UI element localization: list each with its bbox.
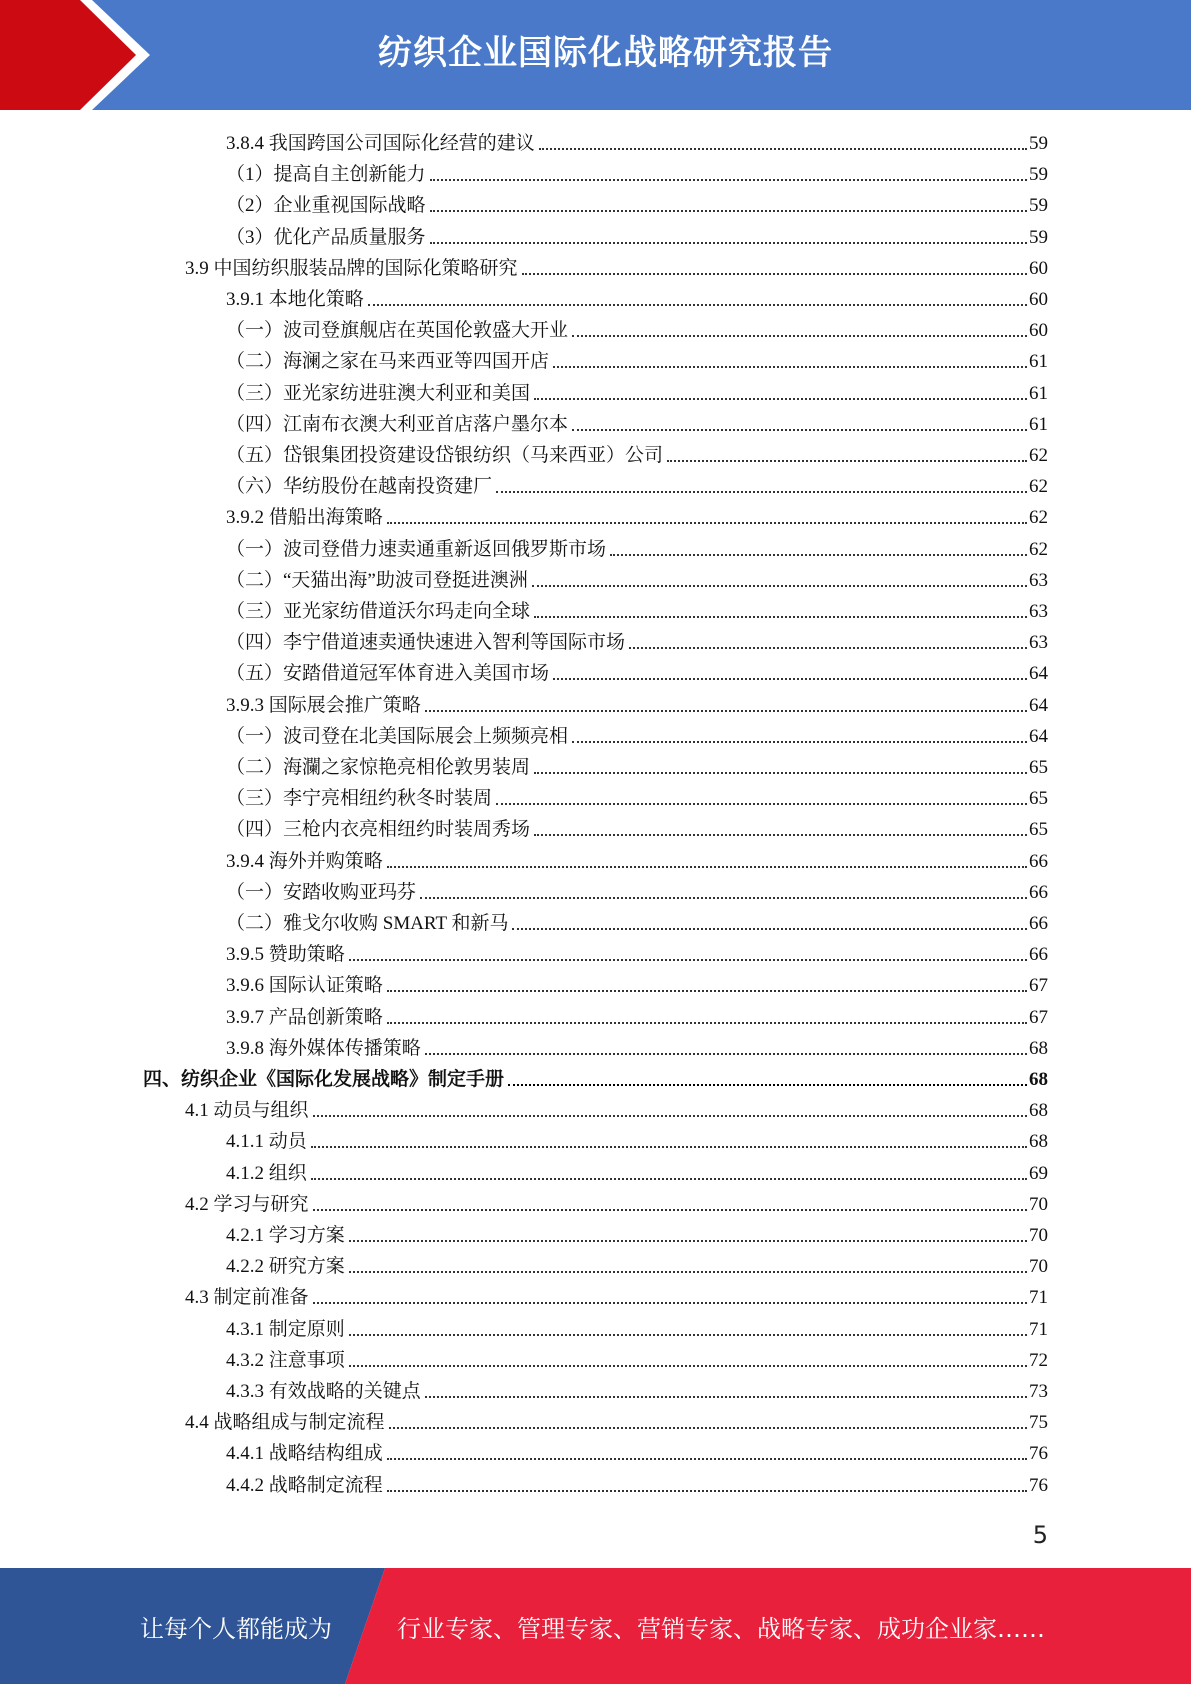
toc-entry-page: 62 [1029, 507, 1048, 529]
toc-entry[interactable] [185, 253, 1048, 281]
toc-entry[interactable] [226, 534, 1048, 562]
toc-entry-label: 4.3.3 有效战略的关键点 [226, 1381, 421, 1402]
toc-entry-page: 61 [1029, 413, 1048, 435]
toc-entry[interactable] [226, 440, 1048, 468]
toc-entry-label: 3.9.2 借船出海策略 [226, 507, 383, 529]
toc-dot-leader [313, 1115, 1027, 1117]
toc-entry[interactable] [226, 939, 1048, 967]
toc-dot-leader [508, 1084, 1027, 1086]
toc-dot-leader [389, 1427, 1027, 1429]
toc-dot-leader [572, 741, 1027, 743]
toc-entry[interactable] [226, 1345, 1048, 1373]
toc-entry-page: 66 [1029, 881, 1048, 903]
toc-entry-page: 68 [1029, 1131, 1048, 1153]
toc-entry[interactable] [226, 222, 1048, 250]
toc-dot-leader [387, 866, 1027, 868]
toc-dot-leader [539, 148, 1027, 150]
toc-dot-leader [610, 554, 1027, 556]
toc-entry[interactable] [226, 877, 1048, 905]
toc-entry[interactable] [226, 658, 1048, 686]
toc-entry[interactable] [226, 565, 1048, 593]
toc-dot-leader [496, 803, 1027, 805]
toc-entry-label: 3.9.7 产品创新策略 [226, 1006, 383, 1028]
footer-band [0, 1568, 1191, 1684]
toc-entry-label: （三）李宁亮相纽约秋冬时装周 [226, 788, 493, 810]
toc-entry-page: 69 [1029, 1162, 1048, 1184]
toc-entry-label: （一）波司登借力速卖通重新返回俄罗斯市场 [226, 538, 607, 560]
toc-entry-label: 3.9.3 国际展会推广策略 [226, 694, 421, 716]
toc-entry[interactable] [226, 1126, 1048, 1154]
toc-dot-leader [534, 616, 1027, 618]
page-number: 5 [1032, 1521, 1048, 1549]
toc-dot-leader [522, 273, 1027, 275]
toc-entry-label: （四）江南布衣澳大利亚首店落户墨尔本 [226, 413, 569, 435]
toc-dot-leader [349, 1334, 1027, 1336]
toc-entry-page: 60 [1029, 257, 1048, 279]
toc-entry-page: 71 [1029, 1318, 1048, 1340]
toc-dot-leader [387, 522, 1027, 524]
toc-entry-page: 60 [1029, 289, 1048, 310]
toc-entry[interactable] [226, 1438, 1048, 1466]
toc-entry-label: 4.4.1 战略结构组成 [226, 1443, 383, 1465]
document-title: 纺织企业国际化战略研究报告 [378, 33, 833, 73]
toc-entry-page: 68 [1029, 1100, 1048, 1122]
toc-entry[interactable] [226, 596, 1048, 624]
toc-dot-leader [553, 678, 1027, 680]
toc-entry-page: 75 [1029, 1412, 1048, 1434]
toc-entry-label: 4.4.2 战略制定流程 [226, 1474, 383, 1496]
toc-dot-leader [349, 1240, 1027, 1242]
toc-entry[interactable] [226, 1158, 1048, 1186]
toc-entry-page: 59 [1029, 164, 1048, 186]
toc-entry-page: 73 [1029, 1381, 1048, 1402]
toc-dot-leader [553, 366, 1027, 368]
toc-entry-label: （二）雅戈尔收购 SMART 和新马 [226, 913, 509, 934]
toc-dot-leader [387, 990, 1027, 992]
toc-entry[interactable] [226, 190, 1048, 218]
toc-dot-leader [387, 1022, 1027, 1024]
toc-entry-label: 4.1.1 动员 [226, 1131, 307, 1153]
toc-entry[interactable] [226, 970, 1048, 998]
toc-entry-page: 63 [1029, 632, 1048, 654]
toc-entry[interactable] [226, 1376, 1048, 1404]
toc-dot-leader [532, 585, 1027, 587]
toc-entry-page: 76 [1029, 1474, 1048, 1496]
toc-entry-label: 4.2.1 学习方案 [226, 1225, 345, 1246]
toc-entry-page: 76 [1029, 1443, 1048, 1465]
toc-entry[interactable] [226, 1314, 1048, 1342]
toc-entry-page: 65 [1029, 788, 1048, 810]
toc-entry-label: （1）提高自主创新能力 [226, 164, 426, 186]
toc-entry-page: 68 [1029, 1069, 1048, 1090]
toc-entry-label: （四）李宁借道速卖通快速进入智利等国际市场 [226, 632, 626, 654]
toc-entry-page: 59 [1029, 133, 1048, 154]
toc-dot-leader [534, 772, 1027, 774]
toc-dot-leader [387, 1490, 1027, 1492]
toc-entry[interactable] [226, 846, 1048, 874]
toc-entry[interactable] [185, 1407, 1048, 1435]
toc-entry[interactable] [226, 409, 1048, 437]
toc-entry-label: 4.1 动员与组织 [185, 1100, 309, 1122]
toc-entry-label: （二）海瀾之家惊艳亮相伦敦男装周 [226, 757, 531, 778]
toc-entry[interactable] [226, 315, 1048, 343]
toc-dot-leader [512, 928, 1027, 930]
toc-entry-label: 3.9.6 国际认证策略 [226, 975, 383, 997]
toc-dot-leader [572, 429, 1027, 431]
toc-entry-label: 4.2 学习与研究 [185, 1193, 309, 1215]
toc-entry[interactable] [226, 1033, 1048, 1061]
toc-dot-leader [349, 1365, 1027, 1367]
toc-entry-label: 3.9.5 赞助策略 [226, 944, 345, 966]
toc-dot-leader [425, 1396, 1027, 1398]
toc-entry-page: 63 [1029, 569, 1048, 591]
toc-dot-leader [349, 1271, 1027, 1273]
toc-dot-leader [425, 710, 1027, 712]
toc-entry-label: 4.3.1 制定原则 [226, 1318, 345, 1340]
toc-entry[interactable] [226, 1470, 1048, 1498]
toc-entry-page: 66 [1029, 850, 1048, 872]
toc-entry[interactable] [185, 1282, 1048, 1310]
toc-dot-leader [430, 210, 1027, 212]
toc-entry[interactable] [226, 721, 1048, 749]
toc-entry[interactable] [226, 908, 1048, 936]
toc-dot-leader [430, 242, 1027, 244]
toc-entry-page: 59 [1029, 195, 1048, 217]
toc-entry[interactable] [226, 378, 1048, 406]
toc-entry-label: （五）安踏借道冠军体育进入美国市场 [226, 663, 550, 685]
toc-entry[interactable] [226, 502, 1048, 530]
toc-entry[interactable] [226, 284, 1048, 312]
toc-entry[interactable] [226, 1002, 1048, 1030]
toc-entry-page: 67 [1029, 975, 1048, 997]
toc-entry-label: （五）岱银集团投资建设岱银纺织（马来西亚）公司 [226, 445, 664, 466]
toc-entry-page: 64 [1029, 663, 1048, 685]
toc-dot-leader [496, 491, 1027, 493]
toc-dot-leader [349, 959, 1027, 961]
toc-entry-label: （二）海澜之家在马来西亚等四国开店 [226, 351, 550, 373]
toc-dot-leader [311, 1178, 1027, 1180]
toc-entry-page: 66 [1029, 913, 1048, 934]
toc-entry[interactable] [226, 1251, 1048, 1279]
toc-entry-label: 3.9.8 海外媒体传播策略 [226, 1037, 421, 1059]
toc-entry-page: 67 [1029, 1006, 1048, 1028]
toc-entry-label: 3.9 中国纺织服装品牌的国际化策略研究 [185, 257, 518, 279]
toc-dot-leader [534, 398, 1027, 400]
toc-entry-page: 62 [1029, 445, 1048, 466]
toc-entry-page: 68 [1029, 1037, 1048, 1059]
header-band [0, 0, 1191, 110]
toc-entry-page: 61 [1029, 351, 1048, 373]
toc-entry-label: （2）企业重视国际战略 [226, 195, 426, 217]
toc-entry-page: 70 [1029, 1256, 1048, 1278]
toc-entry-label: 3.9.1 本地化策略 [226, 289, 364, 310]
toc-dot-leader [368, 304, 1027, 306]
toc-entry-page: 62 [1029, 476, 1048, 498]
toc-entry-label: （三）亚光家纺借道沃尔玛走向全球 [226, 601, 531, 622]
toc-dot-leader [420, 897, 1027, 899]
toc-entry[interactable] [226, 159, 1048, 187]
toc-entry-label: （一）安踏收购亚玛芬 [226, 881, 417, 903]
toc-dot-leader [313, 1302, 1027, 1304]
toc-entry-page: 62 [1029, 538, 1048, 560]
toc-entry[interactable] [226, 128, 1048, 156]
toc-dot-leader [387, 1458, 1027, 1460]
toc-entry-label: （三）亚光家纺进驻澳大利亚和美国 [226, 382, 531, 404]
toc-entry[interactable] [226, 783, 1048, 811]
toc-entry-page: 70 [1029, 1193, 1048, 1215]
toc-entry-label: 4.1.2 组织 [226, 1162, 307, 1184]
toc-entry-page: 70 [1029, 1225, 1048, 1246]
toc-dot-leader [572, 335, 1027, 337]
toc-entry-label: （3）优化产品质量服务 [226, 226, 426, 248]
toc-entry-label: （六）华纺股份在越南投资建厂 [226, 476, 493, 498]
toc-entry-page: 65 [1029, 819, 1048, 841]
toc-entry-label: 四、纺织企业《国际化发展战略》制定手册 [143, 1069, 505, 1090]
toc-entry-page: 60 [1029, 320, 1048, 342]
toc-entry[interactable] [226, 814, 1048, 842]
toc-entry[interactable] [226, 690, 1048, 718]
toc-dot-leader [430, 179, 1027, 181]
toc-entry[interactable] [226, 627, 1048, 655]
toc-dot-leader [311, 1146, 1027, 1148]
toc-entry-page: 64 [1029, 725, 1048, 747]
toc-entry-page: 66 [1029, 944, 1048, 966]
toc-entry-page: 71 [1029, 1287, 1048, 1309]
toc-entry-label: 4.3 制定前准备 [185, 1287, 309, 1309]
toc-dot-leader [667, 460, 1027, 462]
toc-dot-leader [313, 1209, 1027, 1211]
toc-dot-leader [534, 834, 1027, 836]
toc-entry-page: 63 [1029, 601, 1048, 622]
toc-entry-label: 4.3.2 注意事项 [226, 1349, 345, 1371]
footer-tagline: 行业专家、管理专家、营销专家、战略专家、成功企业家…… [397, 1615, 1045, 1643]
toc-entry[interactable] [226, 346, 1048, 374]
toc-entry-label: 3.9.4 海外并购策略 [226, 850, 383, 872]
toc-entry-page: 72 [1029, 1349, 1048, 1371]
toc-entry[interactable] [185, 1095, 1048, 1123]
toc-entry-label: 4.2.2 研究方案 [226, 1256, 345, 1278]
toc-entry-page: 64 [1029, 694, 1048, 716]
toc-entry[interactable] [143, 1064, 1048, 1092]
toc-entry-label: （四）三枪内衣亮相纽约时装周秀场 [226, 819, 531, 841]
toc-entry-page: 61 [1029, 382, 1048, 404]
toc-dot-leader [425, 1053, 1027, 1055]
toc-entry-label: （一）波司登旗舰店在英国伦敦盛大开业 [226, 320, 569, 342]
toc-entry-label: 4.4 战略组成与制定流程 [185, 1412, 385, 1434]
footer-slogan: 让每个人都能成为 [140, 1615, 332, 1643]
toc-entry[interactable] [226, 1220, 1048, 1248]
toc-entry[interactable] [185, 1189, 1048, 1217]
toc-entry[interactable] [226, 471, 1048, 499]
toc-entry-label: 3.8.4 我国跨国公司国际化经营的建议 [226, 133, 535, 154]
toc-entry-page: 59 [1029, 226, 1048, 248]
toc-dot-leader [629, 647, 1027, 649]
toc-entry-label: （一）波司登在北美国际展会上频频亮相 [226, 725, 569, 747]
toc-entry-label: （二）“天猫出海”助波司登挺进澳洲 [226, 569, 528, 591]
toc-entry[interactable] [226, 752, 1048, 780]
toc-entry-page: 65 [1029, 757, 1048, 778]
